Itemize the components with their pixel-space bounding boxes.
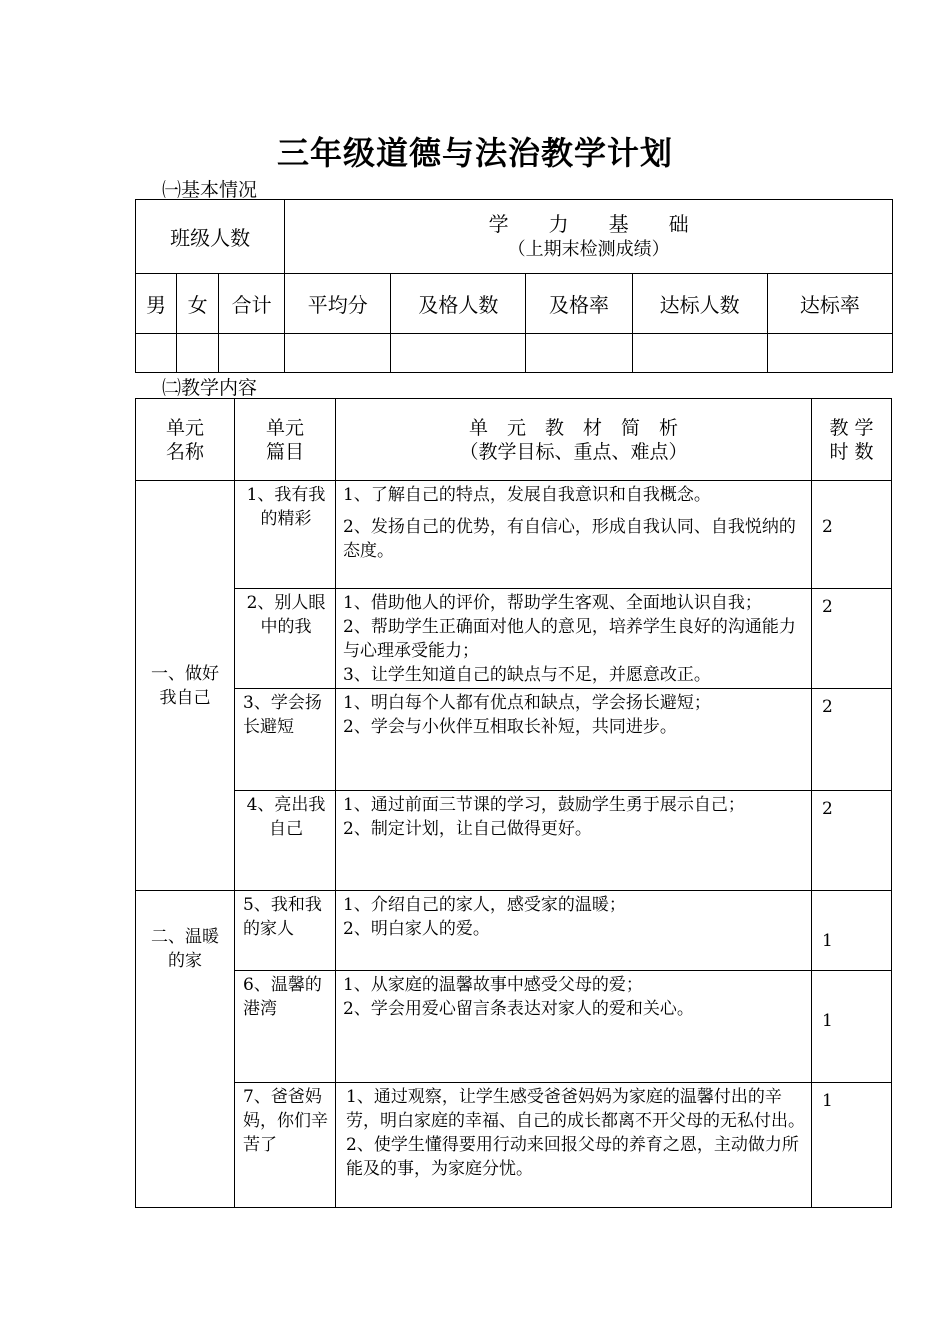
col-male: 男 [136,274,177,334]
lesson-hours: 2 [812,589,892,689]
lesson-hours: 2 [812,481,892,589]
lesson-analysis: 1、了解自己的特点，发展自我意识和自我概念。 2、发扬自己的优势，有自信心，形成自我认同、自我悦纳的态度。 [336,481,812,589]
col-standard-count: 达标人数 [632,274,767,334]
foundation-sublabel: （上期末检测成绩） [507,238,670,260]
foundation-label: 学 力 基 础 [488,211,689,236]
value-pass-rate [526,334,632,373]
lesson-chapter: 2、别人眼中的我 [235,589,336,689]
value-average [285,334,391,373]
value-total [219,334,285,373]
lesson-analysis: 1、从家庭的温馨故事中感受父母的爱； 2、学会用爱心留言条表达对家人的爱和关心。 [336,971,812,1083]
basic-info-table [135,199,893,373]
col-pass-count: 及格人数 [391,274,526,334]
section-content-heading: ㈡教学内容 [162,377,258,399]
teaching-content-table [135,398,892,1208]
lesson-chapter: 3、学会扬长避短 [235,689,336,791]
col-average: 平均分 [285,274,391,334]
section-basic-info-heading: ㈠基本情况 [162,179,258,201]
col-total: 合计 [219,274,285,334]
page-title: 三年级道德与法治教学计划 [276,134,673,172]
value-male [136,334,177,373]
lesson-chapter: 7、爸爸妈妈，你们辛苦了 [235,1083,336,1208]
header-hours: 教 学 时 数 [812,399,892,481]
header-analysis [336,399,812,481]
header-analysis-label: 单 元 教 材 简 析 [468,416,678,439]
header-unit-name: 单元 名称 [136,399,235,481]
lesson-chapter: 4、亮出我自己 [235,791,336,891]
value-pass-count [391,334,526,373]
lesson-analysis: 1、借助他人的评价，帮助学生客观、全面地认识自我； 2、帮助学生正确面对他人的意见，培养学生良好的沟通能力与心理承受能力； 3、让学生知道自己的缺点与不足，并愿意改正。 [336,589,812,689]
lesson-chapter: 6、温馨的港湾 [235,971,336,1083]
lesson-hours: 2 [812,689,892,791]
header-chapter: 单元 篇目 [235,399,336,481]
unit-name-1: 一、做好 我自己 [136,481,235,891]
value-standard-rate [767,334,892,373]
col-pass-rate: 及格率 [526,274,632,334]
lesson-analysis: 1、明白每个人都有优点和缺点，学会扬长避短； 2、学会与小伙伴互相取长补短，共同进步。 [336,689,812,791]
col-standard-rate: 达标率 [767,274,892,334]
lesson-hours: 1 [812,891,892,971]
col-female: 女 [177,274,219,334]
lesson-analysis: 1、介绍自己的家人，感受家的温暖； 2、明白家人的爱。 [336,891,812,971]
foundation-header [285,200,893,274]
lesson-hours: 1 [812,971,892,1083]
value-female [177,334,219,373]
lesson-analysis: 1、通过前面三节课的学习，鼓励学生勇于展示自己； 2、制定计划，让自己做得更好。 [336,791,812,891]
lesson-hours: 1 [812,1083,892,1208]
lesson-chapter: 1、我有我的精彩 [235,481,336,589]
header-analysis-sublabel: （教学目标、重点、难点） [459,440,688,463]
lesson-chapter: 5、我和我的家人 [235,891,336,971]
value-standard-count [632,334,767,373]
lesson-hours: 2 [812,791,892,891]
class-size-label: 班级人数 [136,200,285,274]
lesson-analysis: 1、通过观察，让学生感受爸爸妈妈为家庭的温馨付出的辛劳，明白家庭的幸福、自己的成长都离不开父母的无私付出。 2、使学生懂得要用行动来回报父母的养育之恩，主动做力所能及的事，为家庭分忧。 [336,1083,812,1208]
unit-name-2: 二、温暖 的家 [136,891,235,1208]
